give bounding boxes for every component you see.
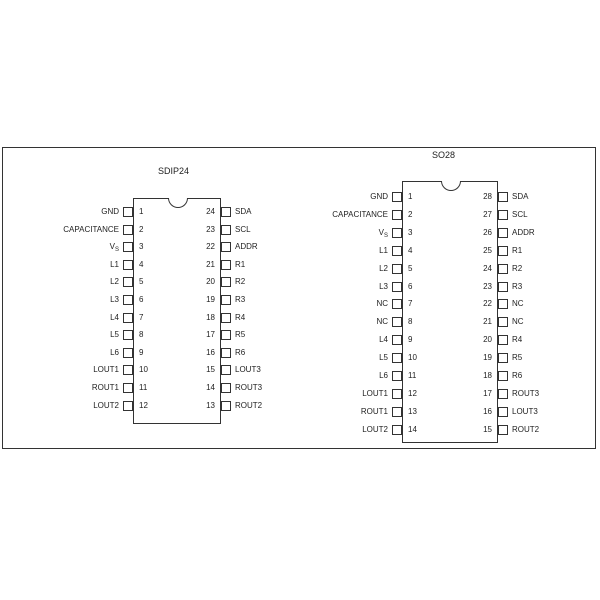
pin-14-box [392, 425, 402, 435]
pin-10-name: LOUT1 [93, 365, 119, 375]
pin-13-number: 13 [408, 406, 417, 416]
pin-15-number: 15 [483, 424, 492, 434]
pin-27-box [498, 210, 508, 220]
pin-10-box [123, 365, 133, 375]
pin-1-number: 1 [408, 192, 413, 201]
pin-2-box [392, 210, 402, 220]
pin-1-number: 1 [139, 207, 144, 216]
pin-25-name: R1 [512, 245, 523, 255]
pin-8-number: 8 [408, 317, 413, 327]
pin-20-box [498, 335, 508, 345]
pin-16-number: 16 [483, 406, 492, 416]
pin-15-name: ROUT2 [512, 424, 540, 434]
pin-23-name: R3 [512, 281, 523, 291]
pin-2-number: 2 [408, 209, 413, 219]
pin-4-name: L1 [110, 259, 119, 269]
pin-1-name: GND [370, 192, 388, 201]
pin-3-box [123, 242, 133, 252]
pin-7-box [392, 299, 402, 309]
pin-25-number: 25 [483, 245, 492, 255]
pin-16-box [498, 407, 508, 417]
pin-8-box [392, 317, 402, 327]
pin-6-box [123, 295, 133, 305]
pin-16-name: R6 [235, 347, 246, 357]
pin-9-box [123, 348, 133, 358]
pin-3-name: $V_S$ [109, 242, 119, 254]
pin-4-number: 4 [408, 245, 413, 255]
pin-15-name: LOUT3 [235, 365, 261, 375]
pin-12-name: LOUT2 [93, 400, 119, 410]
pin-16-box [221, 348, 231, 358]
pin-18-name: R4 [235, 312, 246, 322]
pin-21-number: 21 [206, 259, 215, 269]
pin-20-number: 20 [206, 277, 215, 287]
pin-13-box [221, 401, 231, 411]
pin-1-box [392, 192, 402, 202]
pin-4-box [123, 260, 133, 270]
pin-15-number: 15 [206, 365, 215, 375]
pin-1-name: GND [101, 207, 119, 216]
pin-17-box [498, 389, 508, 399]
pin-8-box [123, 330, 133, 340]
pin-19-name: R3 [235, 295, 246, 304]
pin-18-box [498, 371, 508, 381]
pin-24-name: SDA [235, 207, 252, 216]
pin-7-name: NC [376, 299, 388, 309]
pin-14-name: ROUT3 [235, 383, 263, 392]
pin-22-box [498, 299, 508, 309]
pin-20-number: 20 [483, 335, 492, 345]
pin-2-name: CAPACITANCE [63, 224, 119, 234]
pin-9-box [392, 335, 402, 345]
pin-22-name: NC [512, 299, 524, 309]
chip-body [402, 181, 498, 443]
pin-20-name: R4 [512, 335, 523, 345]
pin-11-box [392, 371, 402, 381]
pin-24-box [221, 207, 231, 217]
pin-4-name: L1 [379, 245, 388, 255]
pin-22-name: ADDR [235, 242, 258, 252]
pin-2-number: 2 [139, 224, 144, 234]
pin-18-name: R6 [512, 371, 523, 380]
pin-21-name: R1 [235, 259, 246, 269]
pin-7-number: 7 [408, 299, 413, 309]
pin-11-number: 11 [139, 383, 148, 392]
pin-9-name: L6 [110, 347, 119, 357]
pin-26-name: ADDR [512, 227, 535, 237]
pin-3-number: 3 [408, 227, 413, 237]
pin-28-number: 28 [483, 192, 492, 201]
pin-15-box [498, 425, 508, 435]
pin-13-name: ROUT2 [235, 400, 263, 410]
pin-21-name: NC [512, 317, 524, 327]
pin-20-name: R2 [235, 277, 246, 287]
pin-12-number: 12 [408, 388, 417, 398]
pin1-notch [168, 198, 188, 208]
pin-22-number: 22 [483, 299, 492, 309]
pin-22-number: 22 [206, 242, 215, 252]
pin-24-number: 24 [206, 207, 215, 216]
pin-9-name: L4 [379, 335, 388, 345]
pin-6-box [392, 282, 402, 292]
pin-1-box [123, 207, 133, 217]
pin-11-number: 11 [408, 371, 417, 380]
pin-11-name: L6 [379, 371, 388, 380]
pin-14-number: 14 [206, 383, 215, 392]
pin-2-name: CAPACITANCE [332, 209, 388, 219]
pin-12-box [123, 401, 133, 411]
pin-7-number: 7 [139, 312, 144, 322]
pin-13-number: 13 [206, 400, 215, 410]
package-title: SDIP24 [158, 166, 190, 176]
pin-19-number: 19 [483, 353, 492, 363]
pin-4-box [392, 246, 402, 256]
pin-21-number: 21 [483, 317, 492, 327]
pin-19-name: R5 [512, 353, 523, 363]
pin-5-number: 5 [139, 277, 144, 287]
pin-27-number: 27 [483, 209, 492, 219]
pin-28-box [498, 192, 508, 202]
pin-21-box [221, 260, 231, 270]
pin-23-box [221, 225, 231, 235]
pin-18-number: 18 [206, 312, 215, 322]
pin-5-number: 5 [408, 263, 413, 273]
pin-11-name: ROUT1 [91, 383, 119, 392]
pin-28-name: SDA [512, 192, 529, 201]
pin-14-box [221, 383, 231, 393]
pin-19-box [498, 353, 508, 363]
pin-24-name: R2 [512, 263, 523, 273]
pin-23-name: SCL [235, 224, 251, 234]
pin-17-number: 17 [483, 388, 492, 398]
pin-12-name: LOUT1 [362, 388, 388, 398]
pin-13-box [392, 407, 402, 417]
pin-24-number: 24 [483, 263, 492, 273]
pin-10-box [392, 353, 402, 363]
pin-12-box [392, 389, 402, 399]
pin-18-box [221, 313, 231, 323]
pin-14-name: LOUT2 [362, 424, 388, 434]
pin-5-box [123, 277, 133, 287]
pin-10-number: 10 [408, 353, 417, 363]
pin-17-name: ROUT3 [512, 388, 540, 398]
pin-3-number: 3 [139, 242, 144, 252]
pin-18-number: 18 [483, 371, 492, 380]
pin-24-box [498, 264, 508, 274]
pin-19-box [221, 295, 231, 305]
pin-7-name: L4 [110, 312, 119, 322]
pin-20-box [221, 277, 231, 287]
pin-8-name: NC [376, 317, 388, 327]
pin-6-name: L3 [379, 281, 388, 291]
pin-12-number: 12 [139, 400, 148, 410]
pin-3-name: $V_S$ [378, 227, 388, 239]
pin-22-box [221, 242, 231, 252]
pin-17-name: R5 [235, 330, 246, 340]
pin-8-name: L5 [110, 330, 119, 340]
pin-9-number: 9 [139, 347, 144, 357]
pin-7-box [123, 313, 133, 323]
pin-6-number: 6 [408, 281, 413, 291]
pin-26-number: 26 [483, 227, 492, 237]
pin-21-box [498, 317, 508, 327]
pin-23-box [498, 282, 508, 292]
pin-10-number: 10 [139, 365, 148, 375]
pin-3-box [392, 228, 402, 238]
pin-2-box [123, 225, 133, 235]
pin-26-box [498, 228, 508, 238]
pin-10-name: L5 [379, 353, 388, 363]
pin-11-box [123, 383, 133, 393]
pin-19-number: 19 [206, 295, 215, 304]
pin-9-number: 9 [408, 335, 413, 345]
pin-5-name: L2 [379, 263, 388, 273]
pin-17-box [221, 330, 231, 340]
package-title: SO28 [432, 150, 456, 160]
pin-23-number: 23 [483, 281, 492, 291]
pin-5-name: L2 [110, 277, 119, 287]
pin1-notch [441, 181, 461, 191]
pin-5-box [392, 264, 402, 274]
pin-6-number: 6 [139, 295, 144, 304]
pin-8-number: 8 [139, 330, 144, 340]
pin-16-name: LOUT3 [512, 406, 538, 416]
pin-17-number: 17 [206, 330, 215, 340]
pin-16-number: 16 [206, 347, 215, 357]
pin-14-number: 14 [408, 424, 417, 434]
pin-25-box [498, 246, 508, 256]
pin-6-name: L3 [110, 295, 119, 304]
pin-23-number: 23 [206, 224, 215, 234]
pin-15-box [221, 365, 231, 375]
pin-13-name: ROUT1 [360, 406, 388, 416]
pin-27-name: SCL [512, 209, 528, 219]
pin-4-number: 4 [139, 259, 144, 269]
